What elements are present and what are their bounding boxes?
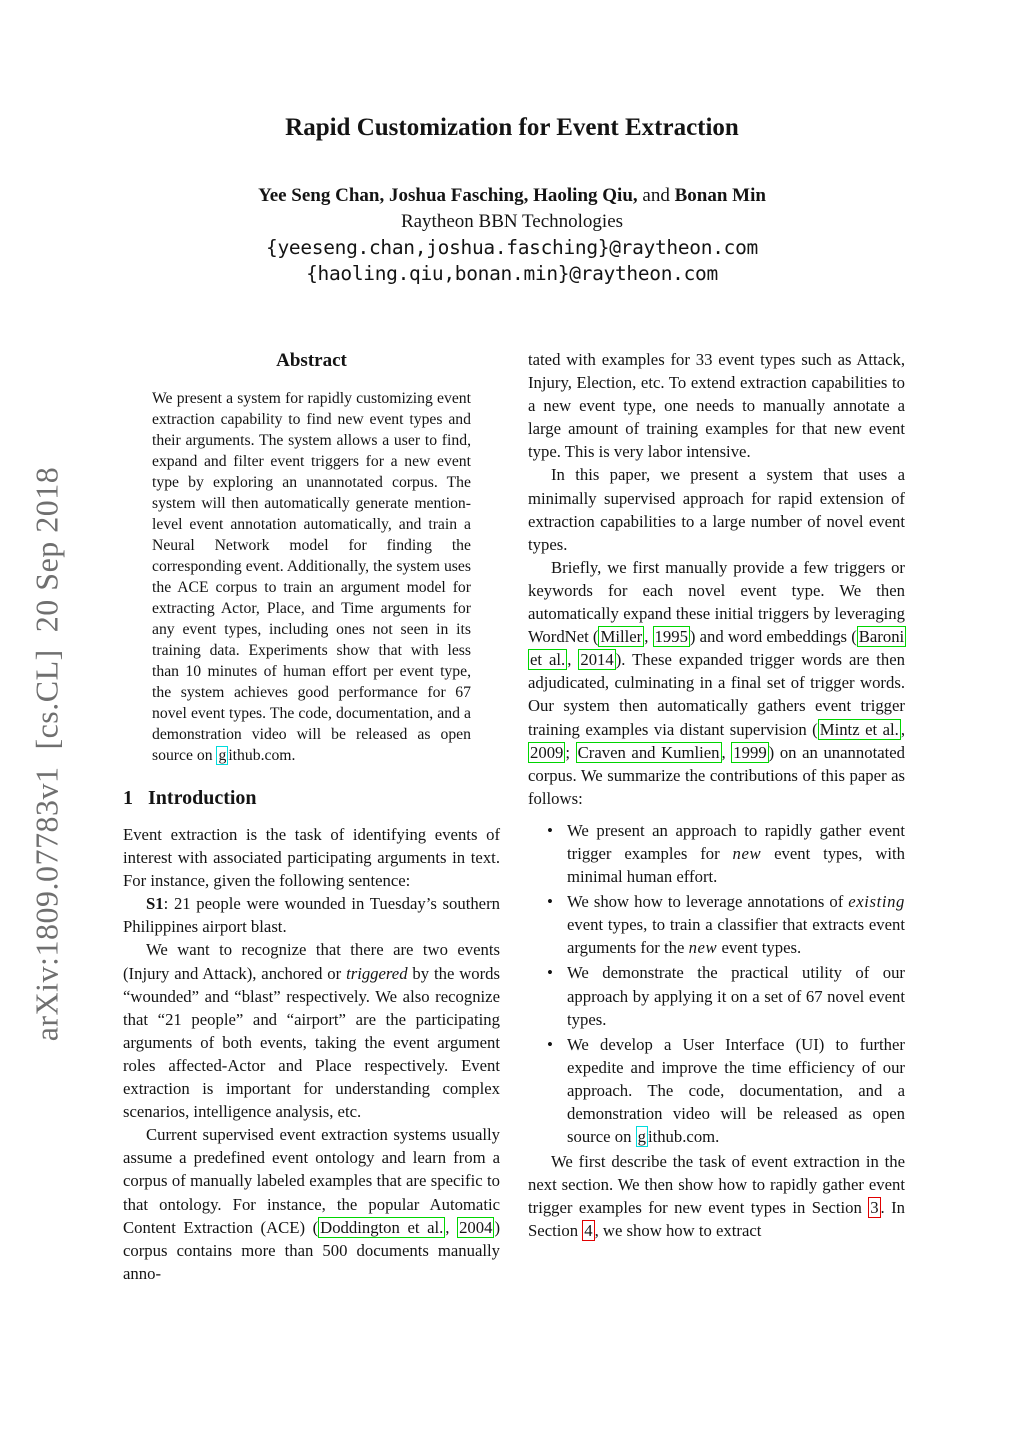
text-run: ithub.com. [647,1127,720,1147]
citation-baroni-year[interactable]: 2014 [580,650,614,670]
text-run: , [721,742,732,762]
paragraph [528,1150,905,1242]
text-run: ithub.com. [228,747,296,764]
text-run: ) on an unannotated corpus. We summarize the contributions of this paper as follows: [528,742,906,808]
abstract-heading: Abstract [276,350,347,371]
abstract-body [152,388,471,766]
two-column-body [123,348,905,1285]
text-run: We show how to leverage annotations of [567,892,849,912]
citation-miller[interactable]: Miller [600,627,643,647]
text-run: , [445,1217,458,1237]
text-run: We demonstrate the practical utility of our approach by applying it on a set of 67 novel event types. [567,963,905,1029]
citation-miller-year[interactable]: 1995 [654,627,688,647]
section-number: 1 [123,787,133,809]
text-run: Current supervised event extraction systems usually assume a predefined event ontology and learn from a corpus of manually labeled examples that are specific to that ontology. For instance, the popular Automatic Content Extraction (ACE) ( [123,1125,500,1237]
citation-doddington-year[interactable]: 2004 [459,1217,493,1237]
bullet-item [567,1033,905,1148]
text-run: ). These expanded trigger words are then adjudicated, culminating in a final set of trigger words. Our system then automatically gathers event trigger training examples via distant supervision ( [528,650,905,739]
text-run: , [644,627,653,647]
text-run: In this paper, we present a system that uses a minimally supervised approach for rapid extension of extraction capabilities to a large number of novel event types. [528,465,905,554]
text-run: existing [848,892,905,912]
paragraph-example-s1 [123,892,500,938]
text-run: We present an approach to rapidly gather event trigger examples for [567,820,905,863]
text-run: : 21 people were wounded in Tuesday’s southern Philippines airport blast. [123,894,500,937]
text-run: event types. [717,938,802,958]
affiliation: Raytheon BBN Technologies [400,211,624,232]
github-url-link[interactable]: g [218,747,227,764]
text-run: Event extraction is the task of identifying events of interest with associated participating arguments in text. For instance, given the following sentence: [123,825,500,891]
text-run: triggered [346,963,408,983]
text-run: event types, to train a classifier that extracts event arguments for the [567,915,905,958]
text-run: ; [565,742,576,762]
bullet-item [567,890,905,959]
text-run: . In Section [528,1198,905,1241]
authors-line [0,185,1024,207]
text-run: , [567,650,579,670]
text-run: We develop a User Interface (UI) to further expedite and improve the time efficiency of our approach. The code, documentation, and a demonstration video will be released as open source on [567,1034,905,1147]
text-run: new [732,843,762,863]
bullet-item [567,961,905,1030]
bullet-item [567,819,905,888]
email-line-2: {haoling.qiu,bonan.min}@raytheon.com [306,262,718,285]
text-run: ) and word embeddings ( [689,627,857,647]
paragraph [528,463,905,555]
citation-baroni[interactable]: Baroni et al. [530,627,905,670]
github-url-link[interactable]: g [637,1127,646,1147]
section-1-heading [123,787,500,810]
author-names: Yee Seng Chan, Joshua Fasching, Haoling Qiu, [258,185,638,206]
text-run: ) corpus contains more than 500 documents manually anno- [123,1217,500,1283]
authors-and: and [642,185,670,206]
text-run: , we show how to extract [594,1221,762,1241]
citation-craven-kumlien-year[interactable]: 1999 [733,742,767,762]
text-run: We first describe the task of event extraction in the next section. We then show how to rapidly gather event trigger examples for new event types in Section [528,1152,905,1218]
column-left [123,348,500,1285]
abstract-section [123,350,500,766]
email-line-1: {yeeseng.chan,joshua.fasching}@raytheon.com [266,236,758,259]
section-4-ref-link[interactable]: 4 [584,1221,593,1241]
text-run: We want to recognize that there are two events (Injury and Attack), anchored or [123,940,500,983]
section-title: Introduction [148,787,257,809]
citation-mintz-year[interactable]: 2009 [530,742,564,762]
text-run: , [900,719,905,739]
paragraph [123,938,500,1123]
text-run: new [688,938,718,958]
paragraph [123,823,500,892]
paragraph [528,556,905,810]
paragraph [123,1123,500,1285]
text-run: event types, with minimal human effort. [567,843,905,887]
column-right [528,348,905,1285]
citation-doddington[interactable]: Doddington et al. [320,1217,444,1237]
text-run: S1 [146,894,164,914]
text-run: We present a system for rapidly customizing event extraction capability to find new event types and their arguments. The system allows a user to find, expand and filter event triggers for a new event type by exploring an unannotated corpus. The system will then automatically generate mention-level event annotation automatically, and train a Neural Network model for finding the corresponding event. Additionally, the system uses the ACE corpus to train an argument model for extracting Actor, Place, and Time arguments for any event types, including ones not seen in its training data. Experiments show that with less than 10 minutes of human effort per event type, the system achieves good performance for 67 novel event types. The code, documentation, and a demonstration video will be released as open source on [152,390,471,764]
contributions-bullet-list [528,819,905,1148]
paragraph [528,348,905,463]
citation-craven-kumlien[interactable]: Craven and Kumlien [577,742,720,762]
text-run: Briefly, we first manually provide a few triggers or keywords for each novel event type. We then automatically expand these initial triggers by leveraging WordNet ( [528,557,905,647]
author-name-last: Bonan Min [674,185,766,206]
paper-title: Rapid Customization for Event Extraction [285,114,739,141]
text-run: tated with examples for 33 event types such as Attack, Injury, Election, etc. To extend extraction capabilities to a new event type, one needs to manually annotate a large amount of training examples for that new event type. This is very labor intensive. [528,350,905,462]
paper-header [0,0,1024,285]
arxiv-watermark: arXiv:1809.07783v1 [cs.CL] 20 Sep 2018 [28,466,65,1042]
section-3-ref-link[interactable]: 3 [870,1198,879,1218]
citation-mintz[interactable]: Mintz et al. [819,719,899,739]
text-run: by the words “wounded” and “blast” respectively. We also recognize that “21 people” and “airport” are the participating arguments of both events, taking the event argument roles affected-Actor and Place respectively. Event extraction is important for understanding complex scenarios, intelligence analysis, etc. [123,963,500,1122]
